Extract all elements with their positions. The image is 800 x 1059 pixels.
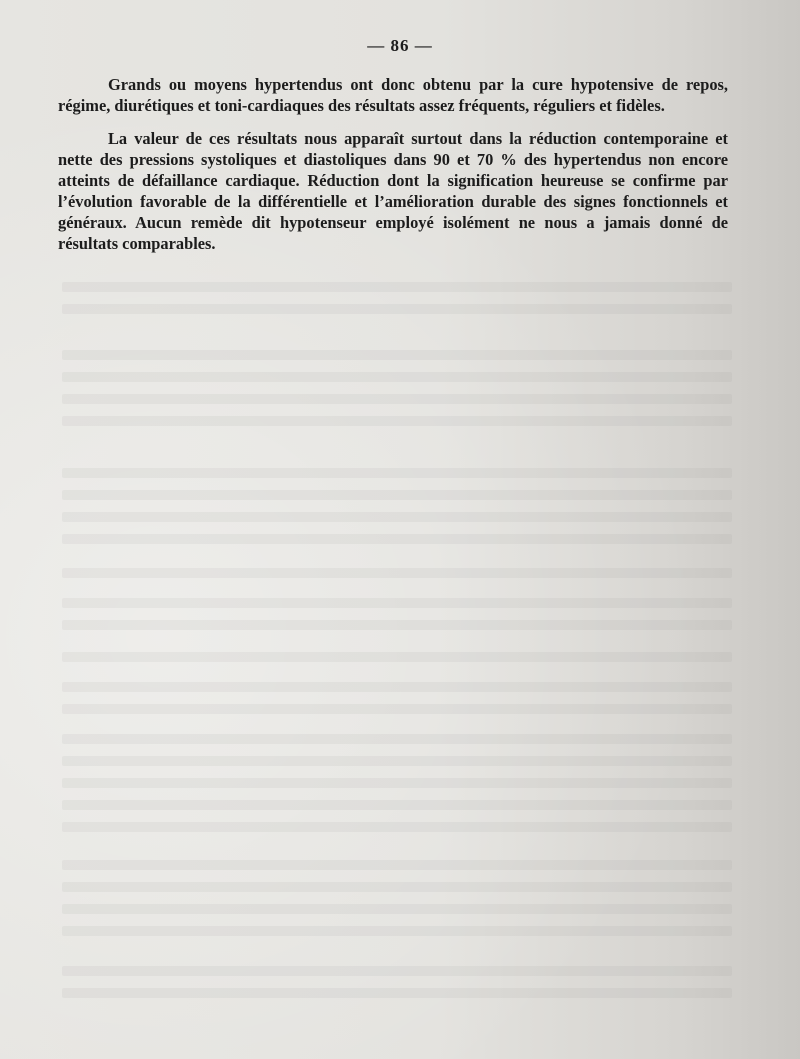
show-through-line: [62, 882, 732, 892]
show-through-line: [62, 682, 732, 692]
show-through-line: [62, 704, 732, 714]
show-through-line: [62, 860, 732, 870]
show-through-line: [62, 988, 732, 998]
show-through-line: [62, 416, 732, 426]
show-through-line: [62, 926, 732, 936]
show-through-line: [62, 394, 732, 404]
show-through-line: [62, 468, 732, 478]
show-through-line: [62, 966, 732, 976]
paragraph: Grands ou moyens hypertendus ont donc obtenu par la cure hypotensive de repos, régime, diurétiques et toni-cardiaques des résultats assez fréquents, réguliers et fidèles.: [58, 75, 728, 115]
page-number: — 86 —: [367, 36, 433, 55]
show-through-line: [62, 652, 732, 662]
paragraph: La valeur de ces résultats nous apparaît surtout dans la réduction contemporaine et nette des pressions systoliques et diastoliques dans 90 et 70 % des hypertendus non encore atteints de défaillance cardiaque. Réduction dont la signification heureuse se confirme par l’évolution favorable de la différentielle et l’amélioration durable des signes fonctionnels et généraux. Aucun remède dit hypotenseur employé isolément ne nous a jamais donné de résultats comparables.: [58, 129, 728, 253]
show-through-line: [62, 282, 732, 292]
show-through-line: [62, 372, 732, 382]
show-through-line: [62, 350, 732, 360]
show-through-line: [62, 512, 732, 522]
show-through-line: [62, 904, 732, 914]
show-through-line: [62, 778, 732, 788]
show-through-line: [62, 756, 732, 766]
show-through-line: [62, 568, 732, 578]
show-through-line: [62, 734, 732, 744]
show-through-line: [62, 598, 732, 608]
show-through-line: [62, 620, 732, 630]
show-through-line: [62, 490, 732, 500]
show-through-line: [62, 822, 732, 832]
show-through-line: [62, 800, 732, 810]
show-through-line: [62, 304, 732, 314]
body-text: [58, 74, 728, 266]
show-through-line: [62, 534, 732, 544]
